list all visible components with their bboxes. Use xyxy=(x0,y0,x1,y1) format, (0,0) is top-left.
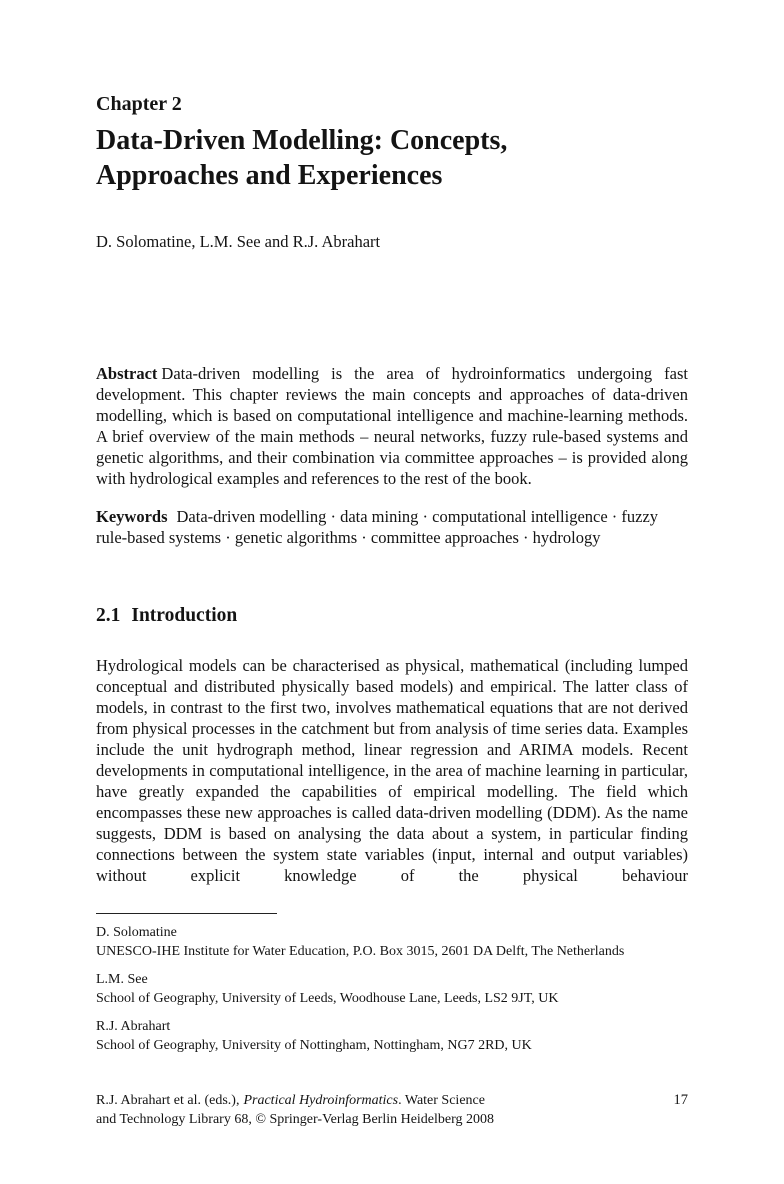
footer-citation xyxy=(96,1091,576,1129)
footnote-author-name: R.J. Abrahart xyxy=(96,1018,171,1034)
abstract-paragraph xyxy=(96,363,688,489)
keywords-text: Data-driven modelling · data mining · computational intelligence · fuzzy rule-based systems · genetic algorithms · committee approaches · hydrology xyxy=(96,506,659,547)
footnote-entry xyxy=(96,923,688,961)
footnote-affiliation: UNESCO-IHE Institute for Water Education, P.O. Box 3015, 2601 DA Delft, The Netherlands xyxy=(96,943,625,959)
chapter-title-line-2: Approaches and Experiences xyxy=(96,160,443,191)
intro-paragraph: Hydrological models can be characterised as physical, mathematical (including lumped conceptual and distributed physically based models) and empirical. The latter class of models, in contrast to the first two, involves mathematical equations that are not derived from physical processes in the catchment but from analysis of time series data. Examples include the unit hydrograph method, linear regression and ARIMA models. Recent developments in computational intelligence, in the area of machine learning in particular, have greatly expanded the capabilities of empirical modelling. The field which encompasses these new approaches is called data-driven modelling (DDM). As the name suggests, DDM is based on analysing the data about a system, in particular finding connections between the system state variables (input, internal and output variables) without explicit knowledge of the physical behaviour xyxy=(96,655,688,885)
footnote-affiliation: School of Geography, University of Leeds, Woodhouse Lane, Leeds, LS2 9JT, UK xyxy=(96,990,559,1006)
keywords-paragraph xyxy=(96,506,688,548)
footnote-entry xyxy=(96,970,688,1008)
chapter-label: Chapter 2 xyxy=(96,93,182,115)
section-title: Introduction xyxy=(131,604,238,626)
chapter-title-line-1: Data-Driven Modelling: Concepts, xyxy=(96,125,508,156)
abstract-text: Data-driven modelling is the area of hydroinformatics undergoing fast development. This chapter reviews the main concepts and approaches of data-driven modelling, which is based on computational intelligence and machine-learning methods. A brief overview of the main methods – neural networks, fuzzy rule-based systems and genetic algorithms, and their combination via committee approaches – is provided along with hydrological examples and references to the rest of the book. xyxy=(96,364,688,488)
footer-citation-line-2: and Technology Library 68, © Springer-Verlag Berlin Heidelberg 2008 xyxy=(96,1111,495,1127)
footer-editors: R.J. Abrahart et al. (eds.), xyxy=(96,1092,240,1108)
footer-citation-line-1 xyxy=(96,1091,576,1110)
page-footer xyxy=(96,1091,688,1129)
chapter-title xyxy=(96,123,688,193)
footnote-author-name: L.M. See xyxy=(96,971,148,987)
footer-series: . Water Science xyxy=(398,1092,485,1108)
section-number: 2.1 xyxy=(96,604,121,626)
keywords-label: Keywords xyxy=(96,506,168,526)
abstract-label: Abstract xyxy=(96,364,158,383)
footnote-divider xyxy=(96,913,277,914)
footnote-affiliation: School of Geography, University of Nottingham, Nottingham, NG7 2RD, UK xyxy=(96,1037,532,1053)
section-heading xyxy=(96,604,688,628)
book-title-italic: Practical Hydroinformatics xyxy=(243,1092,399,1108)
page-number: 17 xyxy=(673,1091,688,1108)
authors-line: D. Solomatine, L.M. See and R.J. Abrahart xyxy=(96,232,381,251)
footnote-author-name: D. Solomatine xyxy=(96,924,177,940)
footnote-entry xyxy=(96,1017,688,1055)
